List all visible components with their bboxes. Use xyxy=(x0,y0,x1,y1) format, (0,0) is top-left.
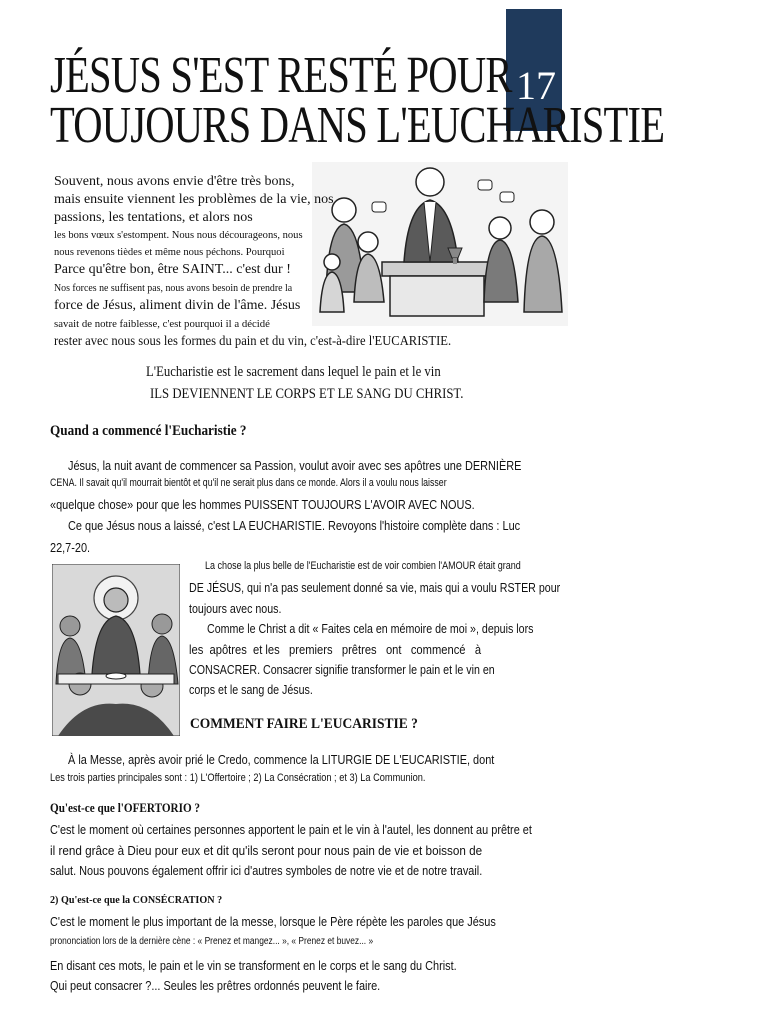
section2-line: DE JÉSUS, qui n'a pas seulement donné sa vie, mais qui a voulu RSTER pour xyxy=(189,580,561,595)
intro-line: les bons vœux s'estompent. Nous nous décourageons, nous xyxy=(54,229,303,241)
intro-line: Souvent, nous avons envie d'être très bons, xyxy=(54,174,295,189)
section-heading-consecration: 2) Qu'est-ce que la CONSÉCRATION ? xyxy=(50,894,223,906)
section2-line: La chose la plus belle de l'Eucharistie est de voir combien l'AMOUR était grand xyxy=(205,560,521,572)
last-supper-illustration xyxy=(52,564,180,736)
section-heading-offertory: Qu'est-ce que l'OFERTORIO ? xyxy=(50,800,201,815)
page-title-line-2: TOUJOURS DANS L'EUCHARISTIE xyxy=(50,97,665,154)
section5-line: Qui peut consacrer ?... Seules les prêtres ordonnés peuvent le faire. xyxy=(50,978,381,993)
intro-line: passions, les tentations, et alors nos xyxy=(54,210,253,225)
intro-line: Parce qu'être bon, être SAINT... c'est dur ! xyxy=(54,262,291,277)
section4-line: salut. Nous pouvons également offrir ici d'autres symboles de notre vie et de notre travail. xyxy=(50,863,483,878)
section4-line: il rend grâce à Dieu pour eux et dit qu'ils seront pour nous pain de vie et boisson de xyxy=(50,843,483,858)
section5-line: prononciation lors de la dernière cène : « Prenez et mangez... », « Prenez et buvez... » xyxy=(50,936,374,947)
section1-line: 22,7-20. xyxy=(50,540,91,555)
intro-line: nous revenons tièdes et même nous péchons. Pourquoi xyxy=(54,246,285,258)
section1-line: Ce que Jésus nous a laissé, c'est LA EUCHARISTIE. Revoyons l'histoire complète dans : Luc xyxy=(68,518,521,533)
definition-line-2: ILS DEVIENNENT LE CORPS ET LE SANG DU CHRIST. xyxy=(150,386,464,402)
section2-line: CONSACRER. Consacrer signifie transformer le pain et le vin en xyxy=(189,662,495,677)
section3-line: À la Messe, après avoir prié le Credo, commence la LITURGIE DE L'EUCARISTIE, dont xyxy=(68,752,495,767)
family-altar-illustration xyxy=(312,162,568,326)
section-heading-start: Quand a commencé l'Eucharistie ? xyxy=(50,423,247,439)
section2-line: toujours avec nous. xyxy=(189,601,282,616)
section2-line: les apôtres et les premiers prêtres ont commencé à xyxy=(189,642,482,657)
section3-line: Les trois parties principales sont : 1) L'Offertoire ; 2) La Consécration ; et 3) La Communion. xyxy=(50,772,426,784)
section2-line: corps et le sang de Jésus. xyxy=(189,682,313,697)
section5-line: En disant ces mots, le pain et le vin se transforment en le corps et le sang du Christ. xyxy=(50,958,457,973)
intro-line: rester avec nous sous les formes du pain et du vin, c'est-à-dire l'EUCARISTIE. xyxy=(54,334,452,349)
section1-line: «quelque chose» pour que les hommes PUISSENT TOUJOURS L'AVOIR AVEC NOUS. xyxy=(50,497,475,512)
section-heading-how: COMMENT FAIRE L'EUCARISTIE ? xyxy=(190,716,418,732)
intro-line: force de Jésus, aliment divin de l'âme. Jésus xyxy=(54,298,301,313)
intro-line: Nos forces ne suffisent pas, nous avons besoin de prendre la xyxy=(54,282,293,294)
section2-line: Comme le Christ a dit « Faites cela en mémoire de moi », depuis lors xyxy=(207,621,534,636)
section1-line: Jésus, la nuit avant de commencer sa Passion, voulut avoir avec ses apôtres une DERNIÈRE xyxy=(68,458,522,473)
section5-line: C'est le moment le plus important de la messe, lorsque le Père répète les paroles que Jésus xyxy=(50,914,496,929)
definition-line-1: L'Eucharistie est le sacrement dans lequel le pain et le vin xyxy=(146,364,441,380)
intro-line: mais ensuite viennent les problèmes de la vie, nos xyxy=(54,192,334,207)
page-title-line-1: JÉSUS S'EST RESTÉ POUR xyxy=(50,47,512,104)
section4-line: C'est le moment où certaines personnes apportent le pain et le vin à l'autel, les donnent au prêtre et xyxy=(50,822,532,837)
page-number: 17 xyxy=(516,63,556,108)
intro-line: savait de notre faiblesse, c'est pourquoi il a décidé xyxy=(54,318,270,330)
section1-line: CENA. Il savait qu'il mourrait bientôt et qu'il ne serait plus dans ce monde. Alors il a voulu nous laisser xyxy=(50,477,447,489)
